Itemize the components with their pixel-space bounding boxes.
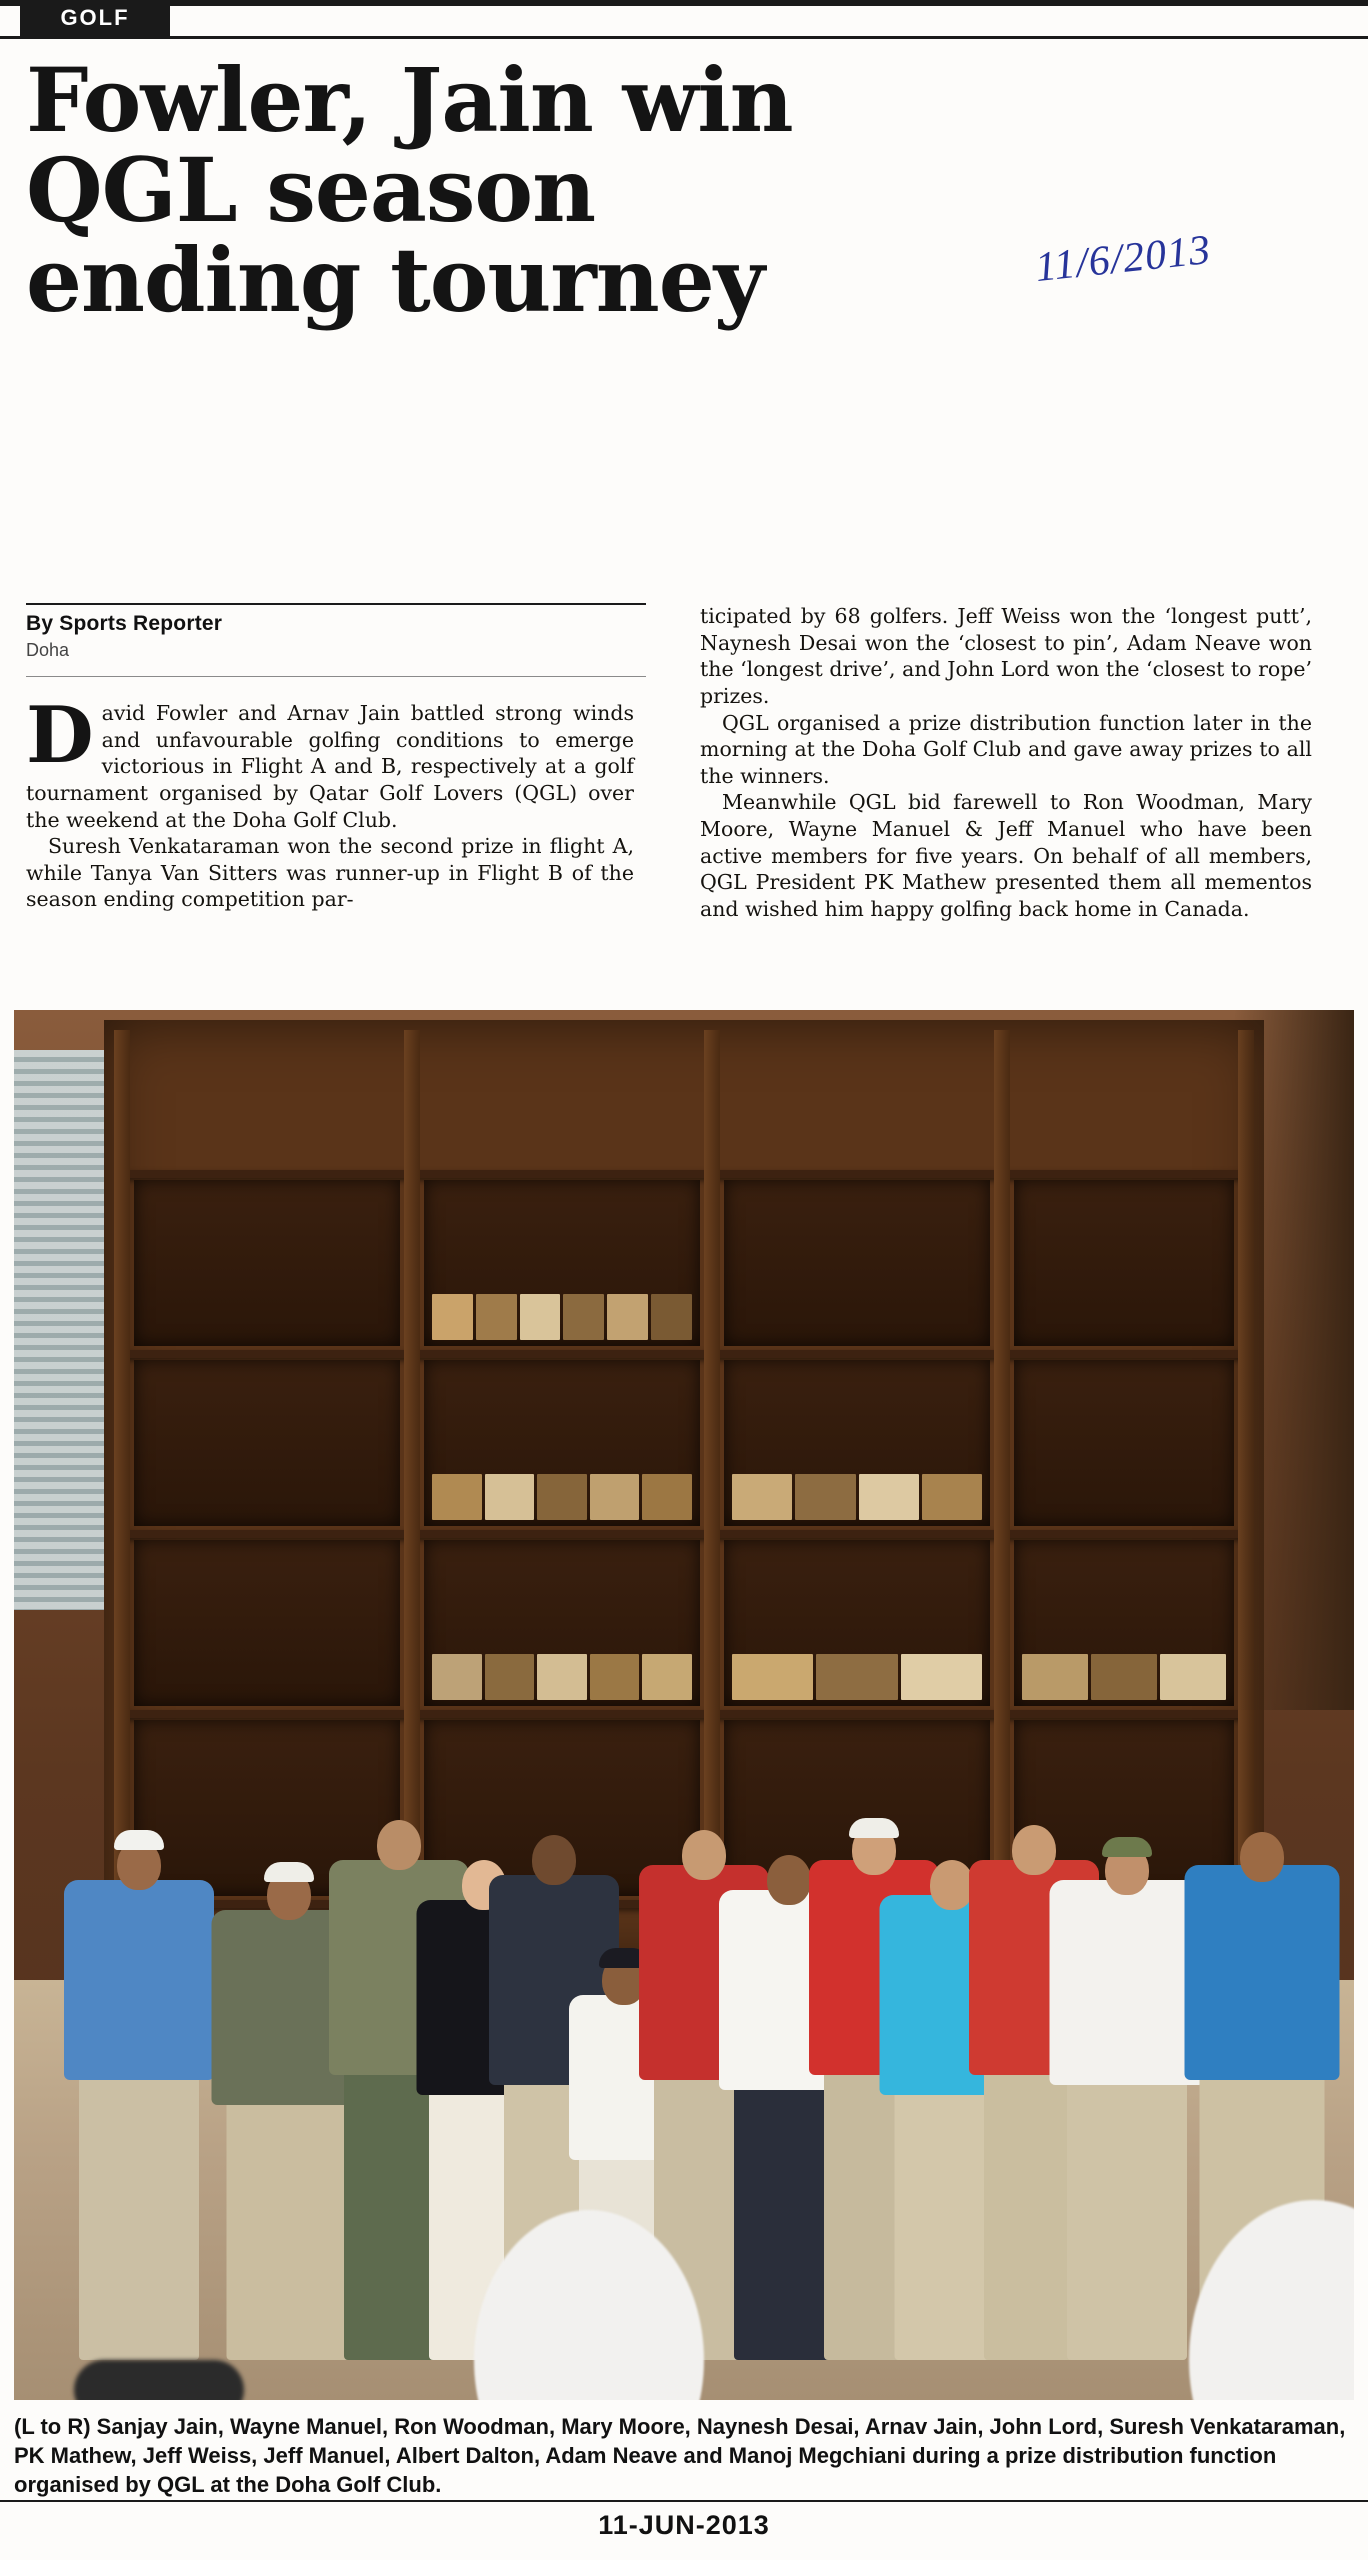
byline-rule-bottom: [26, 676, 646, 677]
byline: [26, 612, 646, 661]
headline-line-3: ending tourney: [26, 227, 764, 332]
byline-dateline: Doha: [26, 640, 70, 660]
byline-author: By Sports Reporter: [26, 612, 223, 635]
photo-side-shadow: [1234, 1010, 1354, 1710]
body-paragraph: [700, 789, 1312, 922]
body-paragraph: [26, 690, 634, 833]
top-rule: [0, 0, 1368, 6]
article-photo: [14, 1010, 1354, 2400]
body-paragraph: [700, 710, 1312, 790]
photo-person: [54, 1740, 224, 2360]
photo-group-of-people: [14, 1720, 1354, 2360]
publication-date: 11-JUN-2013: [598, 2510, 770, 2540]
drop-cap: D: [26, 690, 94, 781]
photo-foreground-object: [74, 2360, 244, 2400]
photo-window-blinds: [14, 1050, 110, 1610]
body-paragraph-text: QGL organised a prize distribution function later in the morning at the Doha Golf Club and gave away prizes to all the winners.: [700, 710, 1312, 788]
body-paragraph-text: avid Fowler and Arnav Jain battled strong winds and unfavourable golfing conditions to emerge victorious in Flight A and B, respectively at a golf tournament organised by Qatar Golf Lovers (QGL) over the weekend at the Doha Golf Club.: [26, 701, 634, 832]
photo-caption: (L to R) Sanjay Jain, Wayne Manuel, Ron Woodman, Mary Moore, Naynesh Desai, Arnav Jain, John Lord, Suresh Venkataraman, PK Mathew, Jeff Weiss, Jeff Manuel, Albert Dalton, Adam Neave and Manoj Megchiani during a prize distribution function organised by QGL at the Doha Golf Club.: [14, 2414, 1346, 2498]
headline: [26, 48, 1316, 332]
bottom-rule: [0, 2500, 1368, 2502]
body-column-right: [700, 603, 1312, 923]
handwritten-date-annotation: 11/6/2013: [1033, 226, 1214, 292]
section-tag: GOLF: [20, 0, 170, 36]
body-paragraph-text: Suresh Venkataraman won the second prize in flight A, while Tanya Van Sitters was runner-up in Flight B of the season ending competition par-: [26, 834, 634, 912]
body-paragraph: [700, 603, 1312, 710]
byline-rule-top: [26, 603, 646, 605]
body-column-left: [26, 690, 634, 913]
top-rule-secondary: [0, 36, 1368, 39]
headline-line-2: QGL season: [26, 137, 596, 242]
body-paragraph-text: ticipated by 68 golfers. Jeff Weiss won the ‘longest putt’, Naynesh Desai won the ‘closest to pin’, Adam Neave won the ‘longest drive’, and John Lord won the ‘closest to rope’ prizes.: [700, 604, 1312, 708]
body-paragraph: [26, 833, 634, 913]
headline-line-1: Fowler, Jain win: [26, 48, 793, 152]
body-paragraph-text: Meanwhile QGL bid farewell to Ron Woodman, Mary Moore, Wayne Manuel & Jeff Manuel who have been active members for five years. On behalf of all members, QGL President PK Mathew presented them all mementos and wished him happy golfing back home in Canada.: [700, 790, 1312, 922]
